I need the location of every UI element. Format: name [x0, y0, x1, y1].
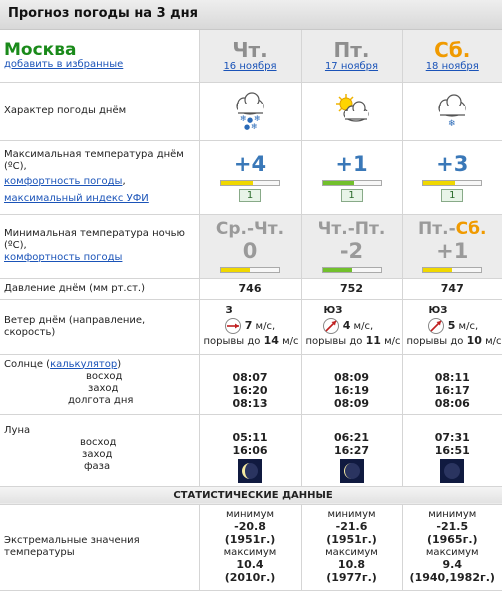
wind-unit: м/с,	[255, 321, 276, 332]
period-b: Пт.	[354, 219, 386, 239]
min-temp-row	[0, 214, 502, 278]
day-date-link[interactable]: 18 ноября	[425, 61, 479, 73]
moonrise-label: восход	[80, 436, 117, 448]
moonphase-label: фаза	[84, 460, 111, 472]
comfort-fill	[221, 181, 253, 185]
wind-arrow-icon	[224, 317, 242, 335]
weather-cell-3	[402, 82, 502, 140]
svg-text:❄: ❄	[240, 113, 247, 123]
stats-row	[0, 504, 502, 590]
sun-calculator-link[interactable]: калькулятор	[50, 358, 118, 370]
min-temp-value: +1	[436, 239, 469, 263]
min-year: (1965г.)	[426, 533, 478, 546]
period-a: Чт.-	[317, 219, 355, 239]
comfort-fill	[423, 181, 455, 185]
max-temp-value: +1	[335, 152, 368, 176]
comfort-fill	[323, 268, 352, 272]
comfort-bar	[422, 267, 482, 273]
add-favorite-link[interactable]: добавить в избранные	[4, 58, 124, 70]
uvi-badge: 1	[441, 189, 463, 202]
wind-cell-1	[199, 299, 301, 354]
day-name: Чт.	[232, 38, 268, 63]
wind-cell-3	[402, 299, 502, 354]
comfort-fill	[221, 268, 250, 272]
weather-cell-2	[301, 82, 402, 140]
wind-arrow-icon	[322, 317, 340, 335]
sunrise-time: 08:09	[333, 370, 369, 384]
min-temp-value: 0	[242, 239, 258, 263]
gust-speed: 11	[365, 334, 381, 347]
moon-cell-1	[199, 414, 301, 486]
max-label: максимум	[425, 547, 479, 558]
sunrise-label: восход	[86, 370, 123, 382]
comfort-fill	[423, 268, 452, 272]
svg-text:❄: ❄	[448, 118, 456, 129]
wind-speed: 4	[342, 319, 351, 332]
comfort-bar	[322, 267, 382, 273]
gust-unit: м/с	[282, 336, 299, 347]
day-date-link[interactable]: 16 ноября	[223, 61, 277, 73]
comfort-bar	[220, 180, 280, 186]
pressure-row	[0, 278, 502, 299]
min-label: минимум	[327, 509, 376, 520]
moon-cell-2	[301, 414, 402, 486]
max-temp-cell-3	[402, 140, 502, 214]
min-year: (1951г.)	[224, 533, 276, 546]
moon-new-icon	[440, 459, 464, 483]
daylength-label: долгота дня	[68, 394, 134, 406]
stats-header: СТАТИСТИЧЕСКИЕ ДАННЫЕ	[0, 486, 502, 504]
extreme-temp-label: Экстремальные значения температуры	[4, 535, 140, 558]
wind-cell-2	[301, 299, 402, 354]
min-value: -21.6	[335, 520, 368, 533]
svg-text:●: ●	[247, 115, 254, 124]
day-name: Сб.	[434, 38, 471, 63]
day-header-row	[0, 30, 502, 82]
comfort-bar	[322, 180, 382, 186]
svg-text:●: ●	[244, 122, 251, 130]
moon-cell-3	[402, 414, 502, 486]
gust-speed: 10	[466, 334, 482, 347]
comfort-link[interactable]: комфортность погоды	[4, 176, 123, 187]
moon-crescent-icon	[340, 459, 364, 483]
moonrise-time: 06:21	[333, 430, 369, 444]
gust-unit: м/с	[485, 336, 502, 347]
min-year: (1951г.)	[326, 533, 377, 546]
period-a: Пт.-	[418, 219, 456, 239]
gust-unit: м/с	[384, 336, 401, 347]
comfort-link[interactable]: комфортность погоды	[4, 252, 123, 263]
sun-cell-1	[199, 354, 301, 414]
moon-waning-crescent-icon	[238, 459, 262, 483]
wind-direction: З	[225, 305, 233, 316]
sunset-time: 16:20	[232, 383, 268, 397]
moonrise-time: 07:31	[434, 430, 470, 444]
svg-text:❄: ❄	[254, 113, 261, 123]
sun-cell-3	[402, 354, 502, 414]
wind-unit: м/с,	[353, 321, 374, 332]
gust-prefix: порывы до	[203, 336, 261, 347]
sunset-time: 16:17	[434, 383, 470, 397]
page-title: Прогноз погоды на 3 дня	[0, 0, 502, 30]
moonset-time: 16:51	[434, 443, 470, 457]
wind-speed: 7	[244, 319, 253, 332]
moon-label: Луна	[4, 424, 31, 436]
day-name: Пт.	[333, 38, 370, 63]
cloud-rain-snow-icon	[230, 90, 270, 130]
sunset-time: 16:19	[333, 383, 369, 397]
wind-unit: м/с,	[458, 321, 479, 332]
min-temp-cell-3	[402, 214, 502, 278]
max-year: (2010г.)	[224, 571, 276, 584]
comfort-bar	[422, 180, 482, 186]
moonrise-time: 05:11	[232, 430, 268, 444]
pressure-value: 747	[402, 278, 502, 299]
period-a: Ср.-	[215, 219, 255, 239]
max-value: 9.4	[442, 558, 462, 571]
day-header-2	[301, 30, 402, 82]
uvi-badge: 1	[239, 189, 261, 202]
max-temp-value: +4	[233, 152, 267, 176]
period-b: Чт.	[254, 219, 285, 239]
weather-row	[0, 82, 502, 140]
max-year: (1940,1982г.)	[409, 571, 495, 584]
city-name: Москва	[4, 39, 77, 60]
daylength-time: 08:09	[333, 396, 369, 410]
max-temp-cell-1	[199, 140, 301, 214]
max-year: (1977г.)	[326, 571, 377, 584]
wind-label: Ветер днём (направление, скорость)	[4, 314, 146, 338]
max-temp-label: Максимальная температура днём (ºС),	[4, 149, 184, 172]
max-value: 10.8	[337, 558, 366, 571]
gust-speed: 14	[263, 334, 279, 347]
uvi-badge: 1	[341, 189, 363, 202]
max-label: максимум	[223, 547, 277, 558]
max-temp-cell-2	[301, 140, 402, 214]
min-label: минимум	[428, 509, 477, 520]
cloud-snow-icon	[432, 90, 472, 130]
pressure-value: 752	[301, 278, 402, 299]
moonset-time: 16:27	[333, 443, 369, 457]
wind-speed: 5	[447, 319, 456, 332]
daylength-time: 08:06	[434, 396, 470, 410]
pressure-value: 746	[199, 278, 301, 299]
weather-cell-1	[199, 82, 301, 140]
moonset-time: 16:06	[232, 443, 268, 457]
min-label: минимум	[225, 509, 275, 520]
stats-cell-3	[402, 504, 502, 590]
daylength-time: 08:13	[232, 396, 268, 410]
stats-cell-2	[301, 504, 402, 590]
wind-direction: ЮЗ	[323, 305, 343, 316]
gust-prefix: порывы до	[305, 336, 363, 347]
comfort-fill	[323, 181, 355, 185]
max-temp-value: +3	[436, 152, 469, 176]
gust-prefix: порывы до	[406, 336, 464, 347]
day-header-1	[199, 30, 301, 82]
wind-direction: ЮЗ	[428, 305, 448, 316]
day-date-link[interactable]: 17 ноября	[324, 61, 379, 73]
min-temp-label: Минимальная температура ночью (ºС),	[4, 228, 185, 251]
partly-sunny-icon	[332, 90, 372, 130]
pressure-label: Давление днём (мм рт.ст.)	[4, 282, 145, 294]
comfort-bar	[220, 267, 280, 273]
svg-text:❄: ❄	[251, 121, 258, 130]
uvi-link[interactable]: максимальный индекс УФИ	[4, 193, 149, 204]
max-temp-row: Максимальная температура днём (ºС), комфортность погоды, максимальный индекс УФИ +4 1 +1 1 +3 1	[0, 140, 502, 214]
sun-row	[0, 354, 502, 414]
sunrise-time: 08:11	[434, 370, 470, 384]
stats-header-row	[0, 486, 502, 504]
max-label: максимум	[325, 547, 378, 558]
weather-label: Характер погоды днём	[4, 105, 127, 116]
stats-cell-1	[199, 504, 301, 590]
forecast-table	[0, 30, 502, 591]
wind-row	[0, 299, 502, 354]
wind-arrow-icon	[427, 317, 445, 335]
min-temp-cell-1	[199, 214, 301, 278]
sun-label: Солнце (	[4, 358, 51, 370]
day-header-3	[402, 30, 502, 82]
moonset-label: заход	[82, 448, 113, 460]
sun-label-end: )	[117, 358, 122, 370]
min-value: -21.5	[436, 520, 469, 533]
min-temp-value: -2	[339, 239, 364, 263]
sunset-label: заход	[88, 382, 119, 394]
moon-row	[0, 414, 502, 486]
sun-cell-2	[301, 354, 402, 414]
period-b: Сб.	[455, 219, 487, 239]
sunrise-time: 08:07	[232, 370, 268, 384]
city-cell	[0, 30, 199, 82]
max-value: 10.4	[236, 558, 264, 571]
min-value: -20.8	[234, 520, 266, 533]
min-temp-cell-2	[301, 214, 402, 278]
